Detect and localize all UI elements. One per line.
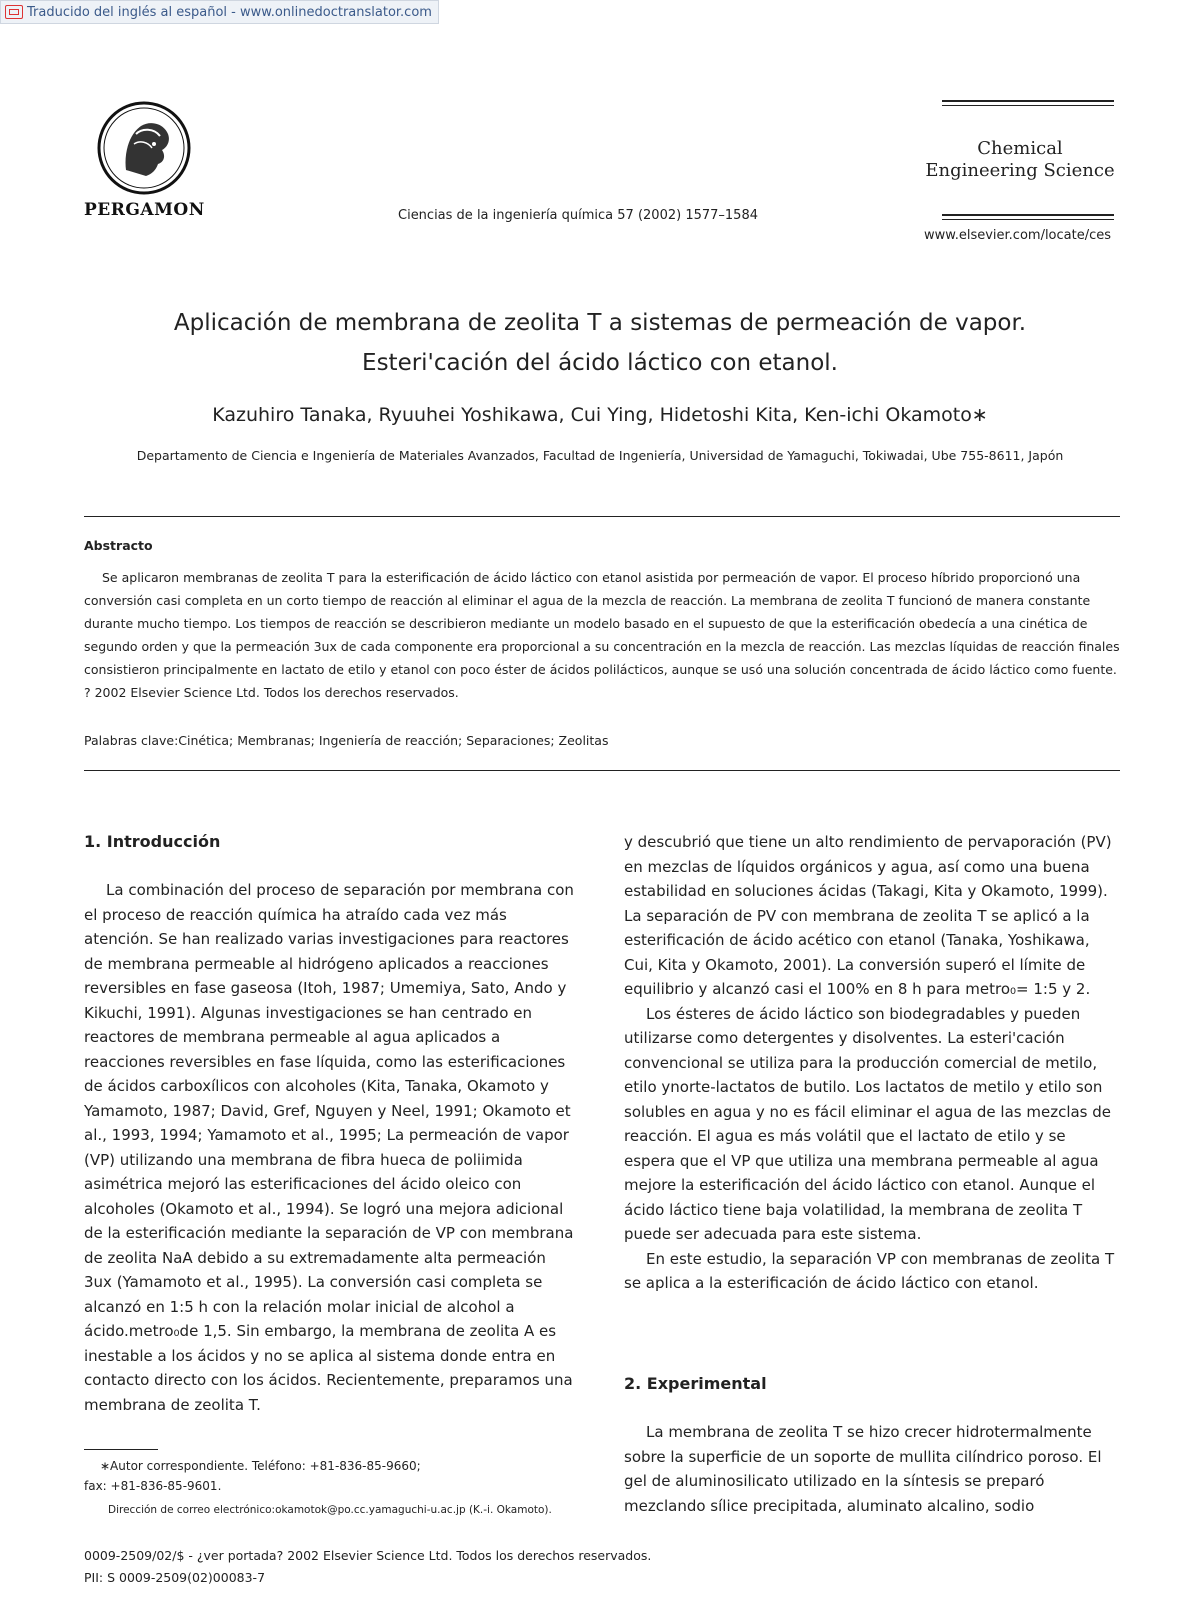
article-title-line2: Esteri'cación del ácido láctico con etanol. xyxy=(362,350,838,376)
section-heading-introduccion: 1. Introducción xyxy=(84,832,221,851)
journal-bottom-rule-thin xyxy=(942,219,1114,220)
journal-url[interactable]: www.elsevier.com/locate/ces xyxy=(924,228,1112,243)
journal-bottom-rule xyxy=(942,214,1114,216)
left-column xyxy=(84,878,578,1417)
right-paragraph-3: En este estudio, la separación VP con membranas de zeolita T se aplica a la esterificación de ácido láctico con etanol. xyxy=(624,1249,1115,1292)
footnote-fax: fax: +81-836-85-9601. xyxy=(84,1479,222,1493)
footnote-corresponding: ∗Autor correspondiente. Teléfono: +81-836-85-9660; xyxy=(100,1459,421,1473)
translate-icon xyxy=(5,5,23,19)
right-column xyxy=(624,830,1118,1296)
right-paragraph-2: Los ésteres de ácido láctico son biodegradables y pueden utilizarse como detergentes y disolventes. La esteri'cación convencional se utiliza para la producción comercial de metilo, etilo ynorte-lactatos de butilo. Los lactatos de metilo y etilo son solubles en agua y no es fácil eliminar el agua de las mezclas de reacción. El agua es más volátil que el lactato de etilo y se espera que el VP que utiliza una membrana permeable al agua mejore la esterificación del ácido láctico con etanol. Aunque el ácido láctico tiene baja volatilidad, la membrana de zeolita T puede ser adecuada para este sistema. xyxy=(624,1004,1112,1243)
article-title-line1: Aplicación de membrana de zeolita T a sistemas de permeación de vapor. xyxy=(173,310,1027,336)
publisher-name: PERGAMON xyxy=(84,200,205,220)
right-paragraph-1: y descubrió que tiene un alto rendimiento de pervaporación (PV) en mezclas de líquidos orgánicos y agua, así como una buena estabilidad en soluciones ácidas (Takagi, Kita y Okamoto, 1999). La separación de PV con membrana de zeolita T se aplicó a la esterificación de ácido acético con etanol (Tanaka, Yoshikawa, Cui, Kita y Okamoto, 2001). La conversión superó el límite de equilibrio y alcanzó casi el 100% en 8 h para metro₀= 1:5 y 2. xyxy=(624,833,1112,998)
experimental-column xyxy=(624,1420,1118,1518)
intro-paragraph: La combinación del proceso de separación por membrana con el proceso de reacción química ha atraído cada vez más atención. Se han realizado varias investigaciones para reactores de membrana permeable al hidrógeno aplicados a reacciones reversibles en fase gaseosa (Itoh, 1987; Umemiya, Sato, Ando y Kikuchi, 1991). Algunas investigaciones se han centrado en reactores de membrana permeable al agua aplicados a reacciones reversibles en fase líquida, como las esterificaciones de ácidos carboxílicos con alcoholes (Kita, Tanaka, Okamoto y Yamamoto, 1987; David, Gref, Nguyen y Neel, 1991; Okamoto et al., 1993, 1994; Yamamoto et al., 1995; La permeación de vapor (VP) utilizando una membrana de fibra hueca de poliimida asimétrica mejoró las esterificaciones del ácido oleico con alcoholes (Okamoto et al., 1994). Se logró una mejora adicional de la esterificación mediante la separación de VP con membrana de zeolita NaA debido a su extremadamente alta permeación 3ux (Yamamoto et al., 1995). La conversión casi completa se alcanzó en 1:5 h con la relación molar inicial de alcohol a ácido.metro₀de 1,5. Sin embargo, la membrana de zeolita A es inestable a los ácidos y no se aplica al sistema donde entra en contacto directo con los ácidos. Recientemente, preparamos una membrana de zeolita T. xyxy=(84,881,574,1414)
abstract-top-divider xyxy=(84,516,1120,517)
copyright-line: 0009-2509/02/$ - ¿ver portada? 2002 Elsevier Science Ltd. Todos los derechos reservados. xyxy=(84,1548,652,1563)
article-authors: Kazuhiro Tanaka, Ryuuhei Yoshikawa, Cui Ying, Hidetoshi Kita, Ken-ichi Okamoto∗ xyxy=(212,404,988,426)
journal-name xyxy=(915,138,1125,182)
translator-banner[interactable] xyxy=(0,0,439,24)
journal-name-line2: Engineering Science xyxy=(925,160,1115,181)
footnote-email[interactable]: Dirección de correo electrónico:okamotok@po.cc.yamaguchi-u.ac.jp (K.-i. Okamoto). xyxy=(108,1504,552,1516)
article-affiliation: Departamento de Ciencia e Ingeniería de Materiales Avanzados, Facultad de Ingeniería, Universidad de Yamaguchi, Tokiwadai, Ube 755-8611, Japón xyxy=(136,448,1064,463)
journal-name-line1: Chemical xyxy=(977,138,1063,159)
journal-top-rule xyxy=(942,100,1114,102)
abstract-heading: Abstracto xyxy=(84,538,153,553)
footnote-rule xyxy=(84,1449,158,1450)
experimental-paragraph: La membrana de zeolita T se hizo crecer hidrotermalmente sobre la superficie de un soporte de mullita cilíndrico poroso. El gel de aluminosilicato utilizado en la síntesis se preparó mezclando sílice precipitada, aluminato alcalino, sodio xyxy=(624,1423,1102,1515)
abstract-text: Se aplicaron membranas de zeolita T para la esterificación de ácido láctico con etanol asistida por permeación de vapor. El proceso híbrido proporcionó una conversión casi completa en un corto tiempo de reacción al eliminar el agua de la mezcla de reacción. La membrana de zeolita T funcionó de manera constante durante mucho tiempo. Los tiempos de reacción se describieron mediante un modelo basado en el supuesto de que la esterificación obedecía a una cinética de segundo orden y que la permeación 3ux de cada componente era proporcional a su concentración en la mezcla de reacción. Las mezclas líquidas de reacción finales consistieron principalmente en lactato de etilo y etanol con poco éster de ácidos polilácticos, aunque se usó una solución concentrada de ácido láctico como fuente. ? 2002 Elsevier Science Ltd. Todos los derechos reservados. xyxy=(84,570,1120,700)
abstract-bottom-divider xyxy=(84,770,1120,771)
section-heading-experimental: 2. Experimental xyxy=(624,1374,767,1393)
journal-citation: Ciencias de la ingeniería química 57 (2002) 1577–1584 xyxy=(398,208,758,223)
pii-line: PII: S 0009-2509(02)00083-7 xyxy=(84,1570,266,1585)
pergamon-logo-icon xyxy=(96,100,192,196)
journal-top-rule-thin xyxy=(942,105,1114,106)
banner-text: Traducido del inglés al español - www.onlinedoctranslator.com xyxy=(27,4,432,20)
keywords: Palabras clave:Cinética; Membranas; Ingeniería de reacción; Separaciones; Zeolitas xyxy=(84,733,609,748)
